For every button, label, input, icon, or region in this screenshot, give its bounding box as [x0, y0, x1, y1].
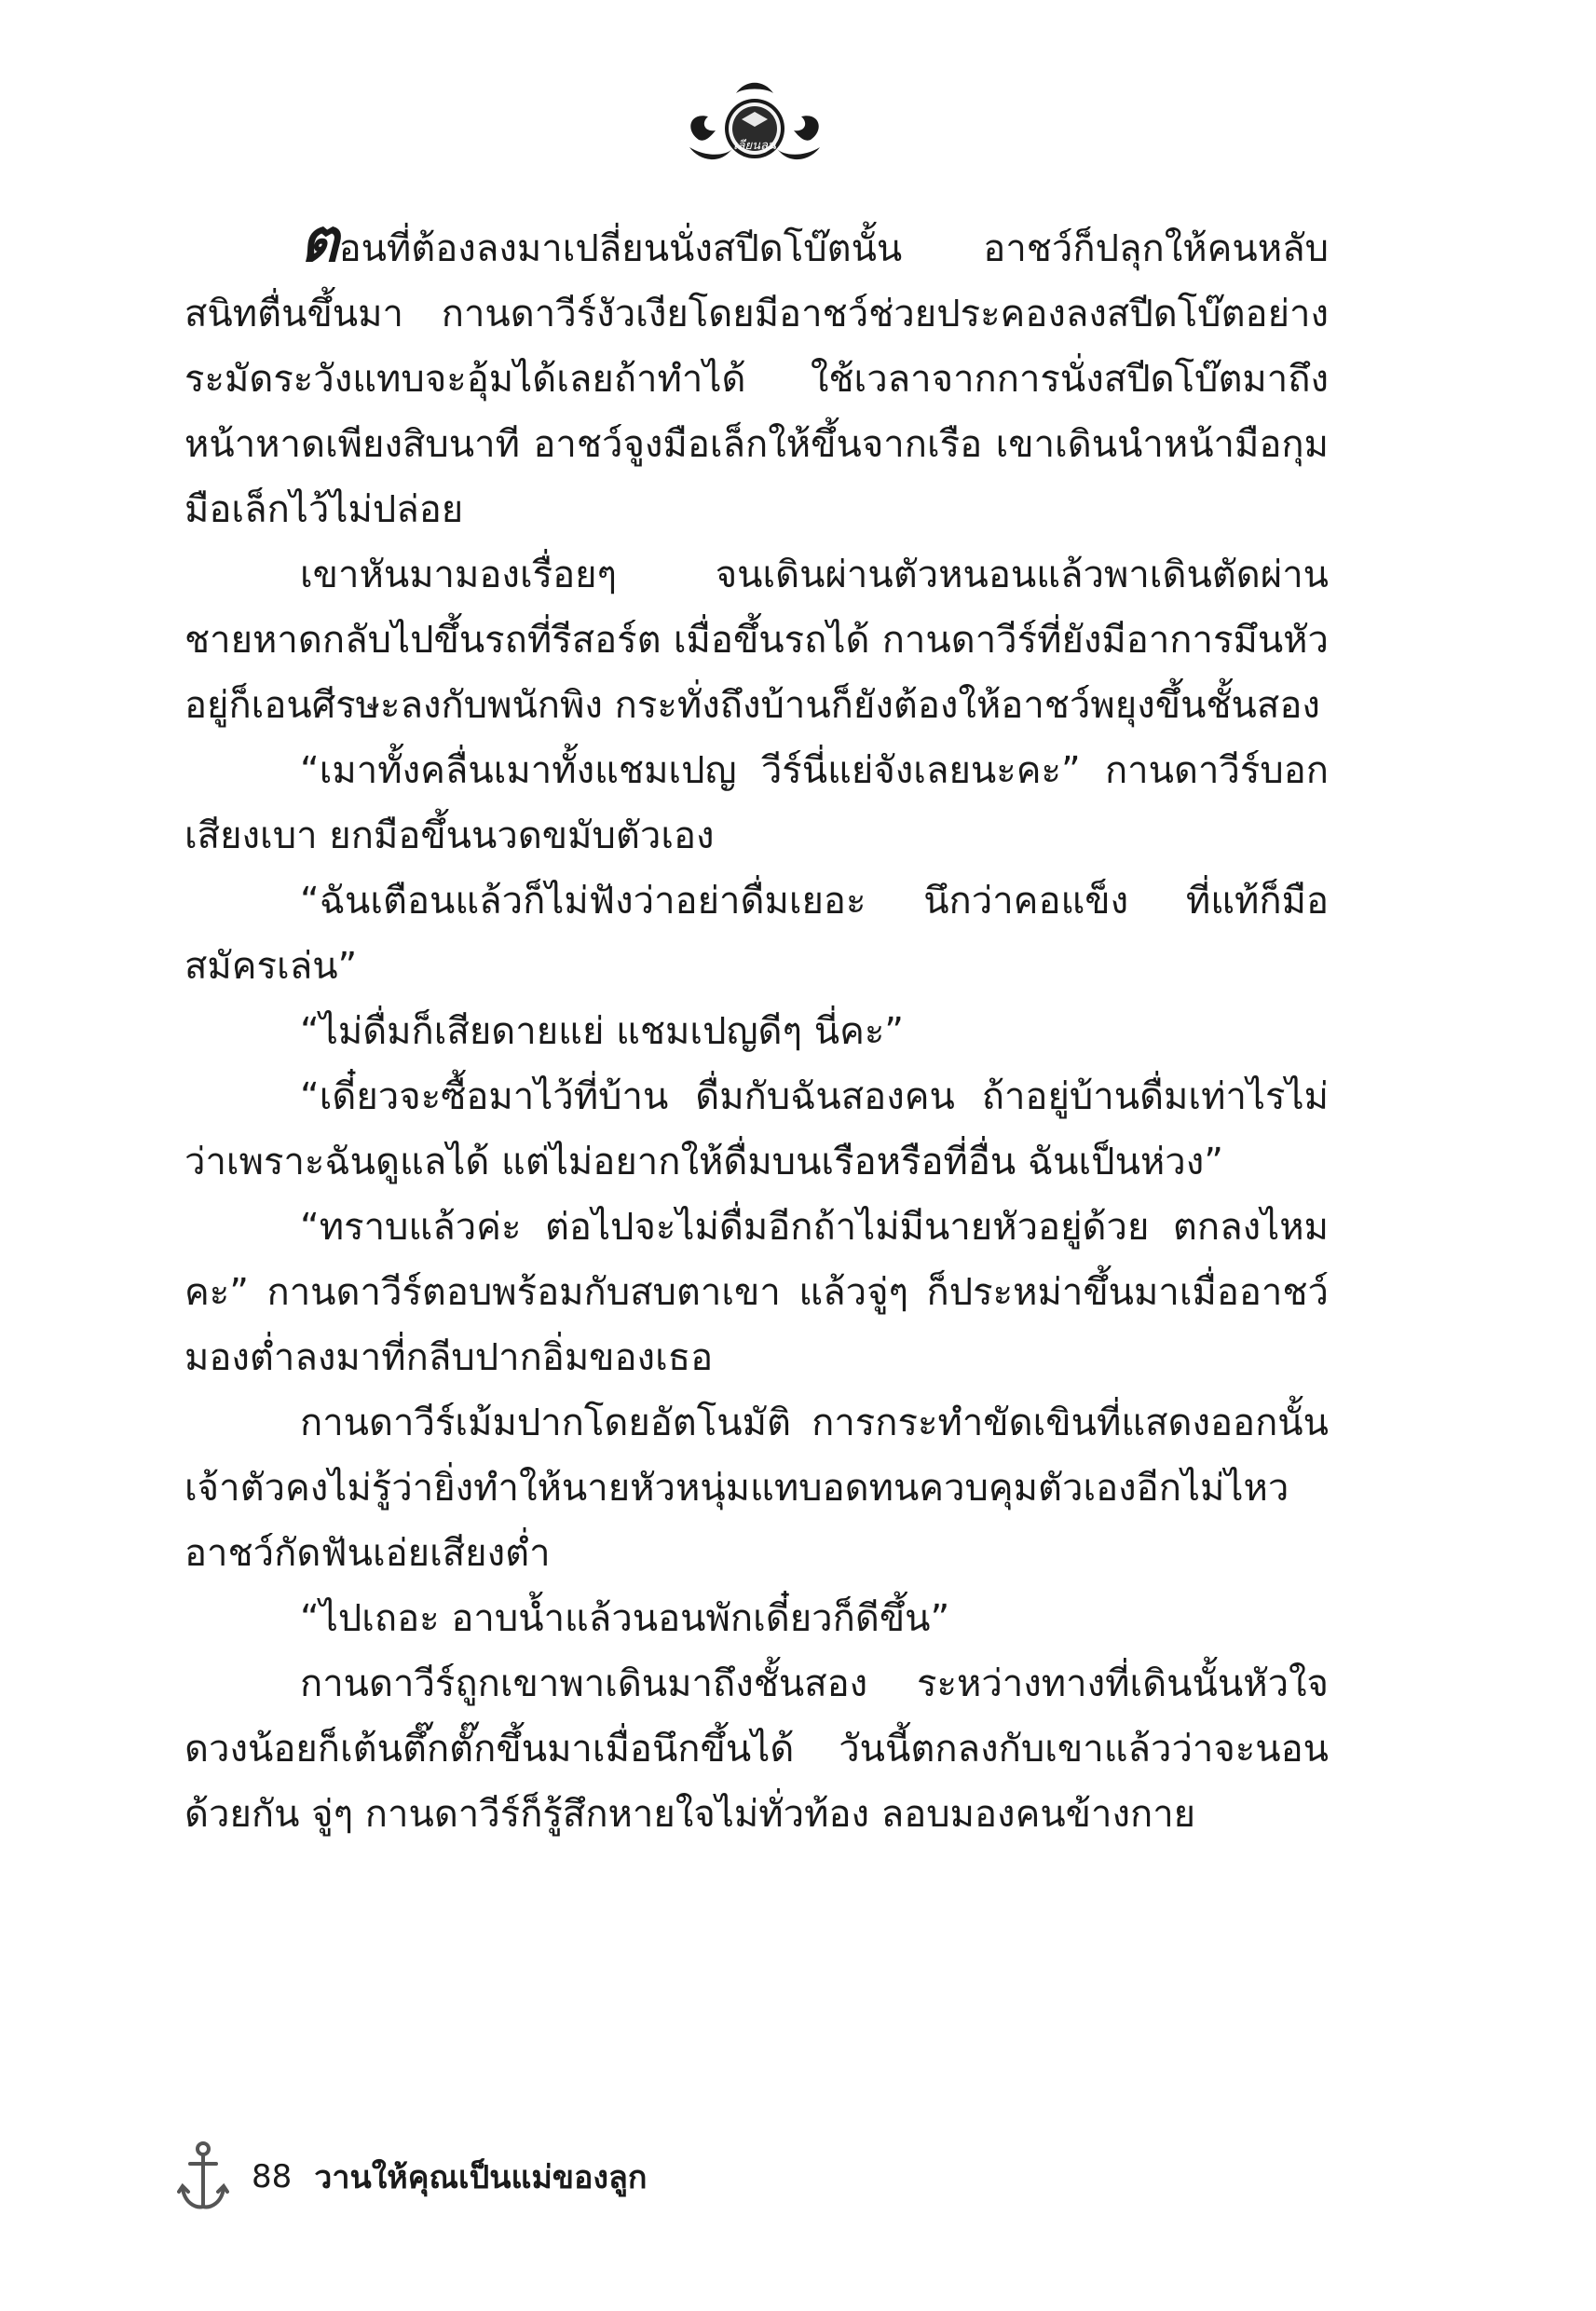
paragraph: เขาหันมามองเรื่อยๆ จนเดินผ่านตัวหนอนแล้วพาเดินตัดผ่านชายหาดกลับไปขึ้นรถที่รีสอร์ต เมื่อขึ้นรถได้ กานดาวีร์ที่ยังมีอาการมึนหัวอยู่ก็เอนศีรษะลงกับพนักพิง กระทั่งถึงบ้านก็ยังต้องให้อาชว์พยุงขึ้นชั้นสอง — [184, 554, 1329, 727]
book-title: วานให้คุณเป็นแม่ของลูก — [314, 2159, 648, 2196]
body-text — [184, 206, 1329, 1847]
paragraph: “ไปเถอะ อาบน้ำแล้วนอนพักเดี๋ยวก็ดีขึ้น” — [300, 1597, 950, 1640]
paragraph — [184, 206, 1329, 542]
paragraph: กานดาวีร์เม้มปากโดยอัตโนมัติ การกระทำขัดเขินที่แสดงออกนั้นเจ้าตัวคงไม่รู้ว่ายิ่งทำให้นายหัวหนุ่มแทบอดทนควบคุมตัวเองอีกไม่ไหว อาชว์กัดฟันเอ่ยเสียงต่ำ — [184, 1402, 1329, 1575]
page-number: 88 — [252, 2158, 293, 2195]
drop-cap: ต — [300, 206, 339, 276]
logo-text: เลียนลูน — [733, 139, 776, 153]
paragraph: “ไม่ดื่มก็เสียดายแย่ แชมเปญดีๆ นี่คะ” — [300, 1010, 905, 1053]
paragraph: “ทราบแล้วค่ะ ต่อไปจะไม่ดื่มอีกถ้าไม่มีนายหัวอยู่ด้วย ตกลงไหมคะ” กานดาวีร์ตอบพร้อมกับสบตาเขา แล้วจู่ๆ ก็ประหม่าขึ้นมาเมื่ออาชว์มองต่ำลงมาที่กลีบปากอิ่มของเธอ — [184, 1206, 1329, 1379]
header-emblem — [680, 75, 829, 177]
anchor-icon — [177, 2140, 229, 2214]
paragraph-text: อนที่ต้องลงมาเปลี่ยนนั่งสปีดโบ๊ตนั้น อาชว์ก็ปลุกให้คนหลับสนิทตื่นขึ้นมา กานดาวีร์งัวเงียโดยมีอาชว์ช่วยประคองลงสปีดโบ๊ตอย่างระมัดระวังแทบจะอุ้มได้เลยถ้าทำได้ ใช้เวลาจากการนั่งสปีดโบ๊ตมาถึงหน้าหาดเพียงสิบนาที อาชว์จูงมือเล็กให้ขึ้นจากเรือ เขาเดินนำหน้ามือกุมมือเล็กไว้ไม่ปล่อย — [184, 227, 1329, 531]
page-footer — [177, 2140, 647, 2214]
paragraph: กานดาวีร์ถูกเขาพาเดินมาถึงชั้นสอง ระหว่างทางที่เดินนั้นหัวใจดวงน้อยก็เต้นตึ๊กตั๊กขึ้นมาเมื่อนึกขึ้นได้ วันนี้ตกลงกับเขาแล้วว่าจะนอนด้วยกัน จู่ๆ กานดาวีร์ก็รู้สึกหายใจไม่ทั่วท้อง ลอบมองคนข้างกาย — [184, 1662, 1329, 1836]
paragraph: “เมาทั้งคลื่นเมาทั้งแชมเปญ วีร์นี่แย่จังเลยนะคะ” กานดาวีร์บอกเสียงเบา ยกมือขึ้นนวดขมับตัวเอง — [184, 749, 1329, 857]
paragraph: “เดี๋ยวจะซื้อมาไว้ที่บ้าน ดื่มกับฉันสองคน ถ้าอยู่บ้านดื่มเท่าไรไม่ว่าเพราะฉันดูแลได้ แต่ไม่อยากให้ดื่มบนเรือหรือที่อื่น ฉันเป็นห่วง” — [184, 1075, 1329, 1183]
paragraph: “ฉันเตือนแล้วก็ไม่ฟังว่าอย่าดื่มเยอะ นึกว่าคอแข็ง ที่แท้ก็มือสมัครเล่น” — [184, 880, 1329, 988]
